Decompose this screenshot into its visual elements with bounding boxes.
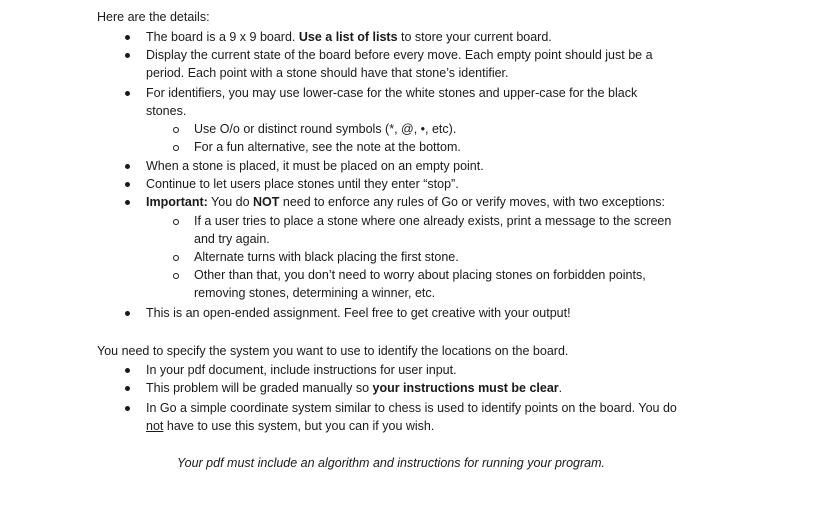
detail-board-size-tail: to store your current board. [397, 30, 552, 44]
system-pdf-instructions: In your pdf document, include instructions for user input. [146, 363, 457, 377]
sub-bullet-icon [173, 145, 179, 151]
system-graded-text: This problem will be graded manually so [146, 381, 373, 395]
bullet-icon [125, 91, 130, 96]
bullet-icon [125, 35, 130, 40]
bullet-icon [125, 164, 130, 169]
system-graded-bold: your instructions must be clear [372, 381, 559, 395]
bullet-icon [125, 182, 130, 187]
detail-display-line1: Display the current state of the board before every move. Each empty point should just be a [146, 48, 653, 62]
system-coordinates-line2 [146, 417, 434, 435]
detail-other-line1: Other than that, you don’t need to worry about placing stones on forbidden points, [194, 268, 646, 282]
detail-important [146, 193, 665, 211]
detail-important-text: You do [207, 195, 254, 209]
detail-continue: Continue to let users place stones until they enter “stop”. [146, 177, 459, 191]
detail-open-ended: This is an open-ended assignment. Feel free to get creative with your output! [146, 306, 571, 320]
detail-board-size-bold: Use a list of lists [298, 30, 398, 44]
detail-important-not: NOT [253, 195, 280, 209]
bullet-icon [125, 406, 130, 411]
detail-important-tail: need to enforce any rules of Go or verify moves, with two exceptions: [279, 195, 666, 209]
detail-board-size [146, 28, 552, 46]
system-coordinates-tail: have to use this system, but you can if you wish. [163, 419, 435, 433]
sub-bullet-icon [173, 219, 179, 225]
system-graded-tail: . [558, 381, 563, 395]
detail-identifiers-sub2: For a fun alternative, see the note at the bottom. [194, 140, 461, 154]
system-coordinates-line1: In Go a simple coordinate system similar to chess is used to identify points on the board. You do [146, 401, 677, 415]
detail-identifiers-line2: stones. [146, 104, 187, 118]
detail-empty-point: When a stone is placed, it must be placed on an empty point. [146, 159, 484, 173]
bullet-icon [125, 311, 130, 316]
detail-exception1-line1: If a user tries to place a stone where one already exists, print a message to the screen [194, 214, 672, 228]
detail-important-label: Important: [146, 195, 208, 209]
footer-note-text: Your pdf must include an algorithm and instructions for running your program. [177, 456, 606, 470]
system-coordinates-not: not [146, 419, 164, 433]
sub-bullet-icon [173, 273, 179, 279]
details-heading: Here are the details: [97, 10, 210, 24]
detail-other-line2: removing stones, determining a winner, etc. [194, 286, 436, 300]
sub-bullet-icon [173, 127, 179, 133]
detail-display-line2: period. Each point with a stone should have that stone’s identifier. [146, 66, 509, 80]
sub-bullet-icon [173, 255, 179, 261]
system-graded [146, 379, 562, 397]
bullet-icon [125, 368, 130, 373]
detail-exception1-line2: and try again. [194, 232, 270, 246]
detail-identifiers-line1: For identifiers, you may use lower-case for the white stones and upper-case for the black [146, 86, 638, 100]
footer-note [177, 454, 605, 472]
detail-board-size-text: The board is a 9 x 9 board. [146, 30, 299, 44]
detail-exception2: Alternate turns with black placing the first stone. [194, 250, 459, 264]
bullet-icon [125, 200, 130, 205]
bullet-icon [125, 386, 130, 391]
detail-identifiers-sub1: Use O/o or distinct round symbols (*, @, •, etc). [194, 122, 457, 136]
bullet-icon [125, 53, 130, 58]
system-intro: You need to specify the system you want to use to identify the locations on the board. [97, 344, 569, 358]
